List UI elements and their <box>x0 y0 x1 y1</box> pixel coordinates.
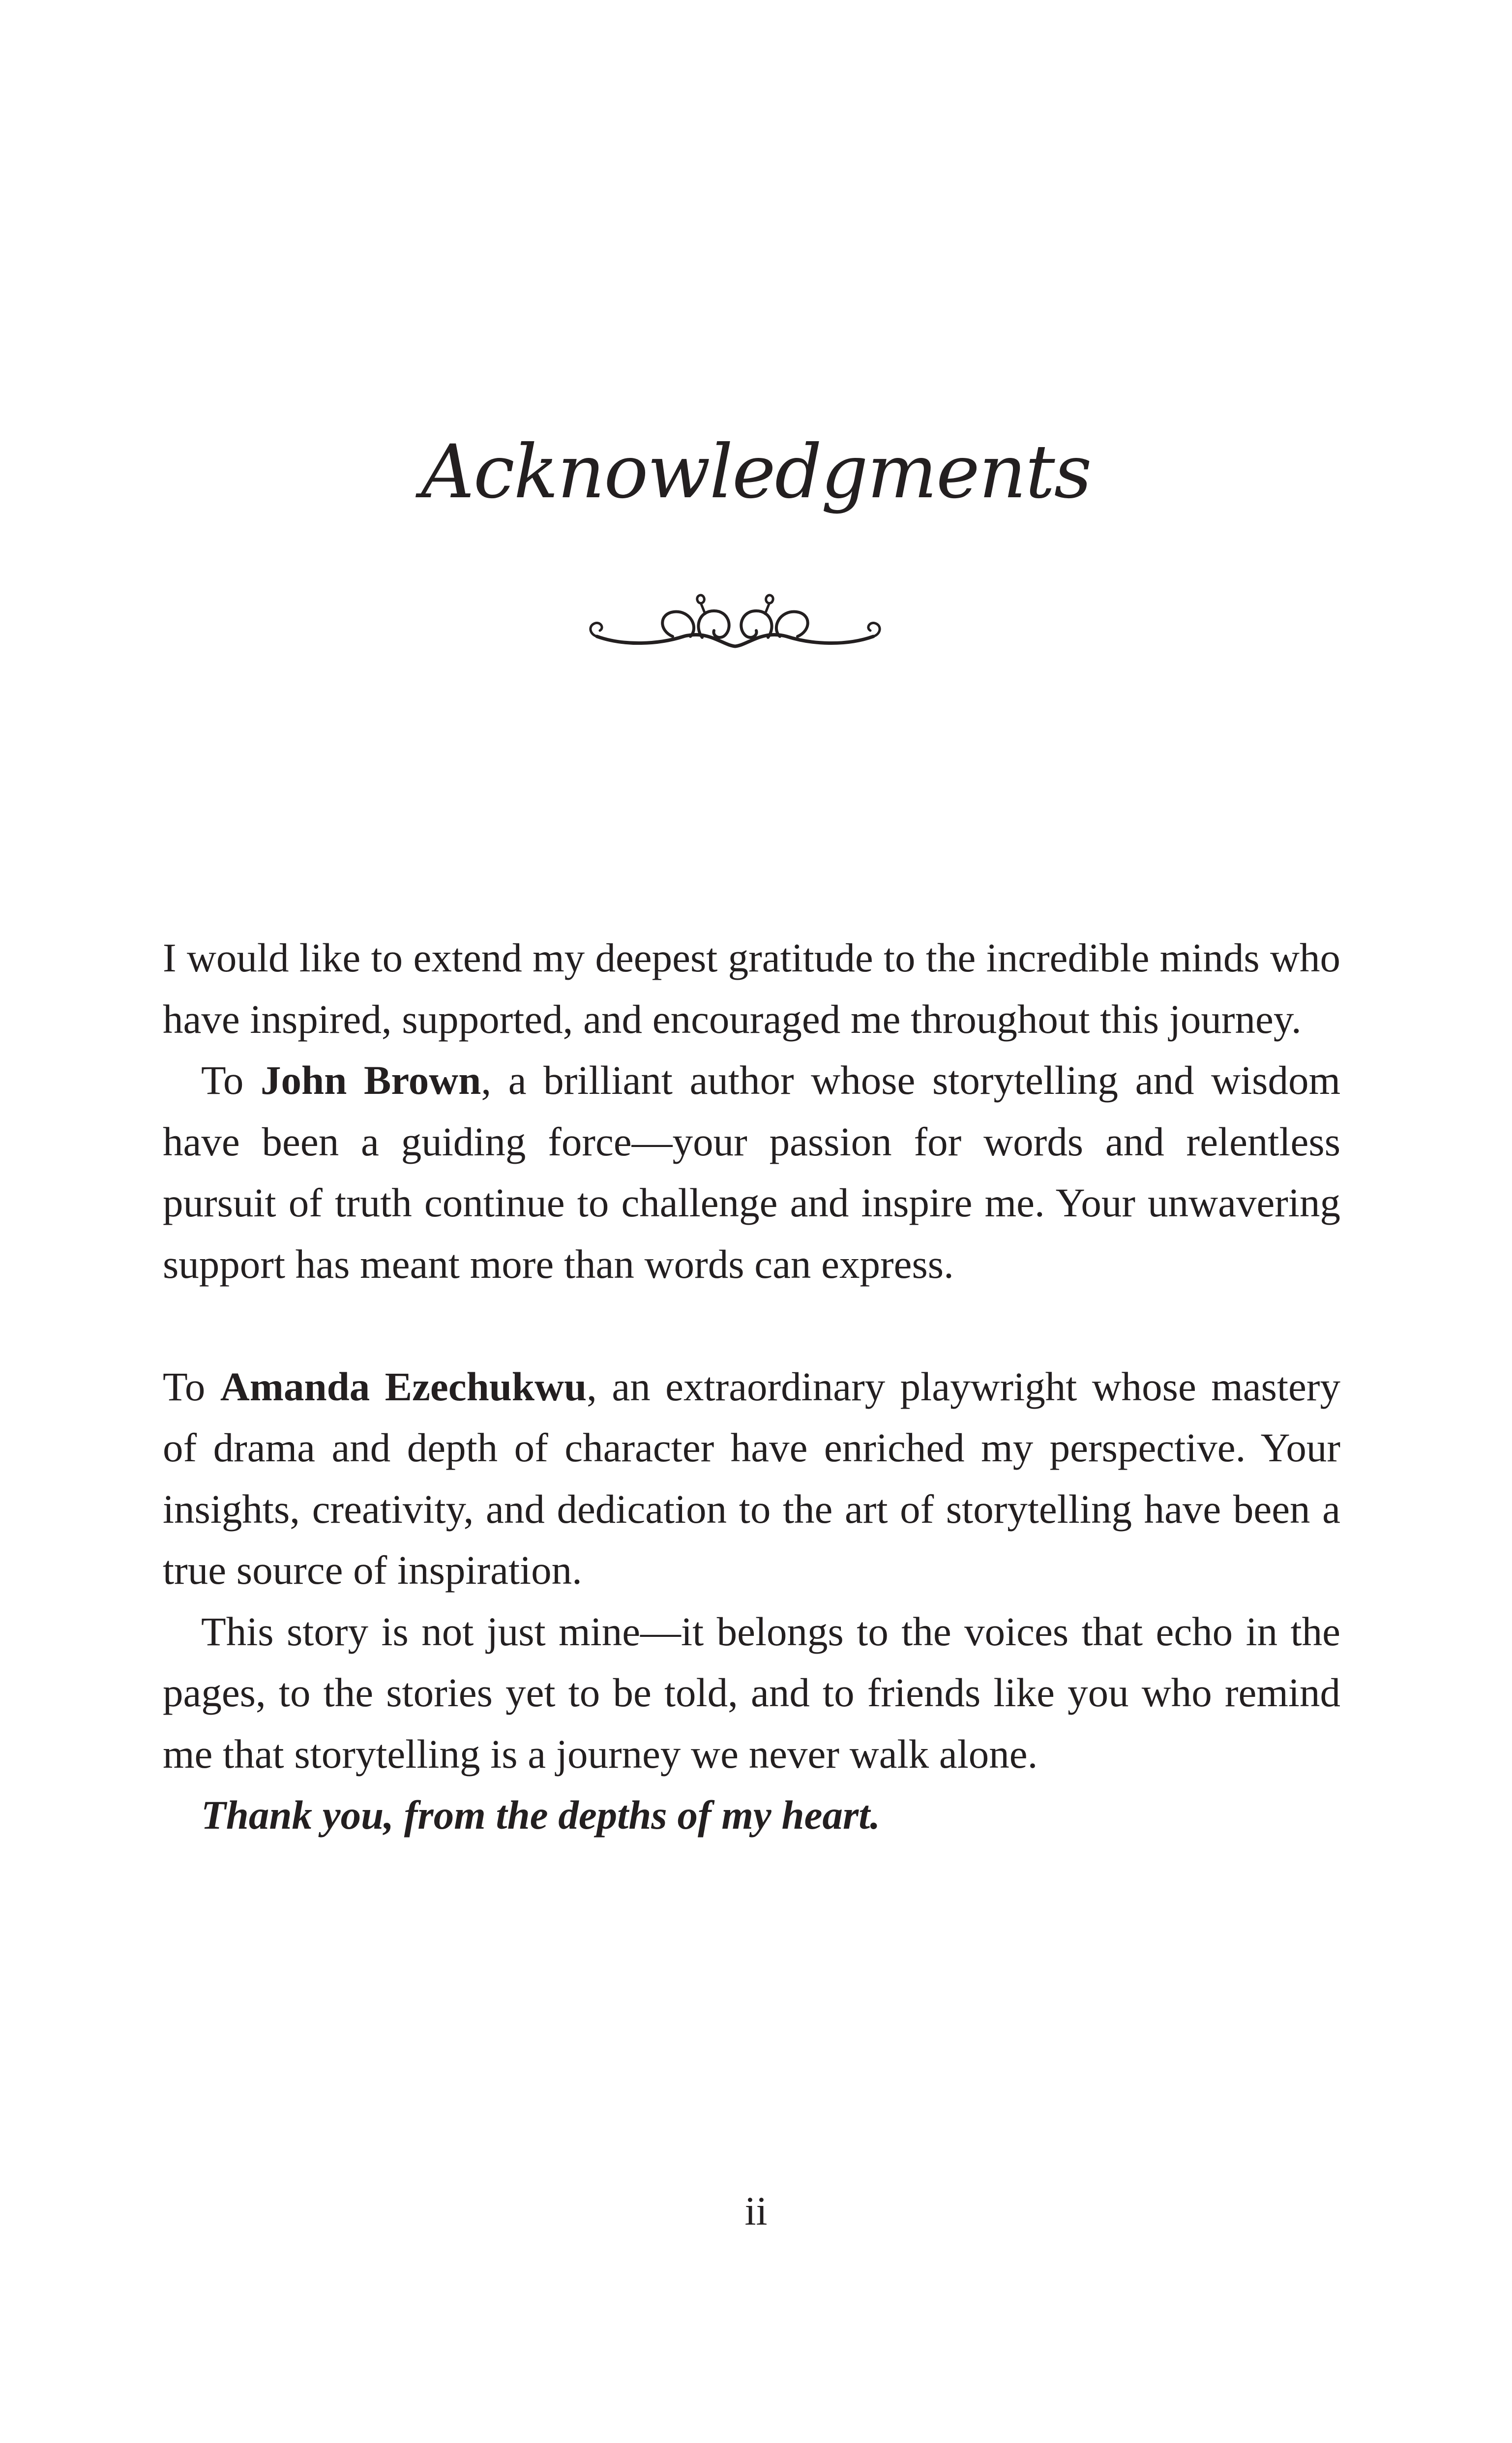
paragraph-lead: To <box>163 1363 220 1409</box>
name-john-brown: John Brown <box>261 1057 481 1103</box>
paragraph-john-brown <box>163 1050 1340 1295</box>
page-number: ii <box>744 2188 768 2233</box>
closing-line: Thank you, from the depths of my heart. <box>201 1792 881 1838</box>
paragraph-story: This story is not just mine—it belongs to the voices that echo in the pages, to the stories yet to be told, and to friends like you who remind me that storytelling is a journey we never walk alone. <box>163 1608 1340 1777</box>
paragraph-lead: To <box>201 1057 261 1103</box>
paragraph-gratitude: I would like to extend my deepest gratitude to the incredible minds who have inspired, supported, and encouraged me throughout this journey. <box>163 935 1340 1042</box>
paragraph-body: , a brilliant author whose storytelling and wisdom have been a guiding force—your passion for words and relentless pursuit of truth continue to challenge and inspire me. Your unwavering support has meant more than words can express. <box>163 1057 1341 1287</box>
name-amanda-ezechukwu: Amanda Ezechukwu <box>220 1363 587 1409</box>
flourish-ornament-icon <box>585 585 885 669</box>
paragraph-body: , an extraordinary playwright whose mastery of drama and depth of character have enriched my perspective. Your insights, creativity, and dedication to the art of storytelling have been a true source of inspiration. <box>163 1363 1340 1593</box>
acknowledgment-text <box>163 927 1340 1846</box>
page-title: Acknowledgments <box>421 429 1091 515</box>
paragraph-amanda-ezechukwu <box>163 1356 1340 1601</box>
